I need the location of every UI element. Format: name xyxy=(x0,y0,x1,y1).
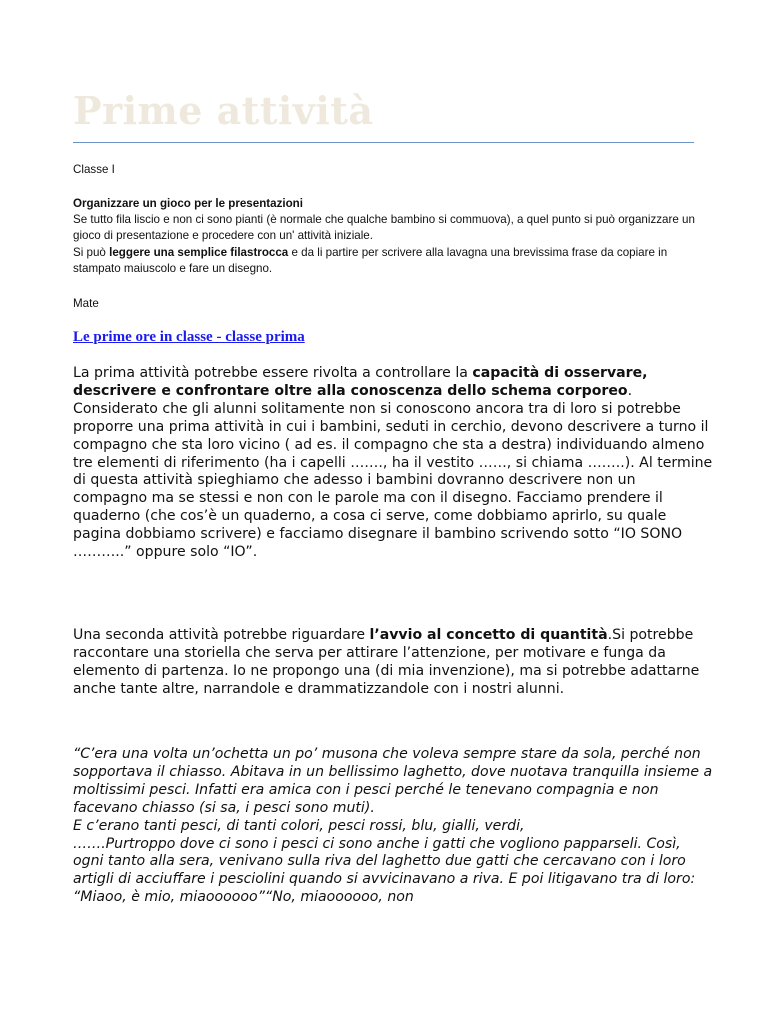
story-text xyxy=(73,746,713,907)
article-link[interactable]: Le prime ore in classe - classe prima xyxy=(73,329,305,345)
paragraph-1-bold: capacità di osservare, descrivere e confrontare oltre alla conoscenza dello schema corporeo xyxy=(73,365,648,399)
paragraph-1-text-a: La prima attività potrebbe essere rivolta a controllare la xyxy=(73,365,473,381)
section-heading: Organizzare un gioco per le presentazioni xyxy=(73,197,303,210)
section-text-2b: e da li partire per scrivere alla lavagna una brevissima frase da copiare in stampato maiuscolo e fare un disegno. xyxy=(73,245,668,275)
paragraph-2-text-b: .Si potrebbe raccontare una storiella che serva per attirare l’attenzione, per motivare e funga da elemento di partenza. Io ne propongo una (di mia invenzione), ma si potrebbe adattarne anche tante altre, narrandole e drammatizzandole con i nostri alunni. xyxy=(73,627,700,697)
page-title: Prime attività xyxy=(73,88,374,133)
title-divider xyxy=(73,142,694,143)
section-text-2-bold: leggere una semplice filastrocca xyxy=(109,245,289,259)
paragraph-2 xyxy=(73,627,713,699)
story-paragraph-3: …….Purtroppo dove ci sono i pesci ci sono anche i gatti che vogliono papparseli. Così, ogni tanto alla sera, venivano sulla riva del laghetto due gatti che cercavano con i loro artigli di acciuffare i pesciolini quando si avvicinavano a riva. E poi litigavano tra di loro: “Miaoo, è mio, miaoooooo”“No, miaoooooo, non xyxy=(73,835,696,906)
paragraph-2-bold: l’avvio al concetto di quantità xyxy=(369,627,608,643)
story-paragraph-2: E c’erano tanti pesci, di tanti colori, pesci rossi, blu, gialli, verdi, xyxy=(73,817,525,834)
section-text-1: Se tutto fila liscio e non ci sono pianti (è normale che qualche bambino si commuova), a quel punto si può organizzare un gioco di presentazione e procedere con un' attività iniziale. xyxy=(73,213,695,243)
section-text-2 xyxy=(73,245,698,277)
class-label: Classe I xyxy=(73,163,115,176)
section-presentazioni xyxy=(73,196,698,277)
paragraph-1-text-b: . Considerato che gli alunni solitamente non si conoscono ancora tra di loro si potrebbe proporre una prima attività in cui i bambini, seduti in cerchio, devono descrivere a turno il compagno che sta loro vicino ( ad es. il compagno che sta a destra) individuando almeno tre elementi di riferimento (ha i capelli ……., ha il vestito ……, si chiama ……..). Al termine di questa attività spieghiamo che adesso i bambini dovranno descrivere non un compagno ma se stessi e non con le parole ma con il disegno. Facciamo prendere il quaderno (che cos’è un quaderno, a cosa ci serve, come dobbiamo aprirlo, su quale pagina dobbiamo scrivere) e facciamo disegnare il bambino scrivendo sotto “IO SONO ………..” oppure solo “IO”. xyxy=(73,382,713,561)
subject-label: Mate xyxy=(73,297,99,310)
section-text-2a: Si può xyxy=(73,245,110,259)
story-paragraph-1: “C’era una volta un’ochetta un po’ musona che voleva sempre stare da sola, perché non sopportava il chiasso. Abitava in un bellissimo laghetto, dove nuotava tranquilla insieme a moltissimi pesci. Infatti era amica con i pesci perché le tenevano compagnia e non facevano chiasso (si sa, i pesci sono muti). xyxy=(73,746,713,816)
paragraph-1 xyxy=(73,365,713,562)
paragraph-2-text-a: Una seconda attività potrebbe riguardare xyxy=(73,627,370,643)
